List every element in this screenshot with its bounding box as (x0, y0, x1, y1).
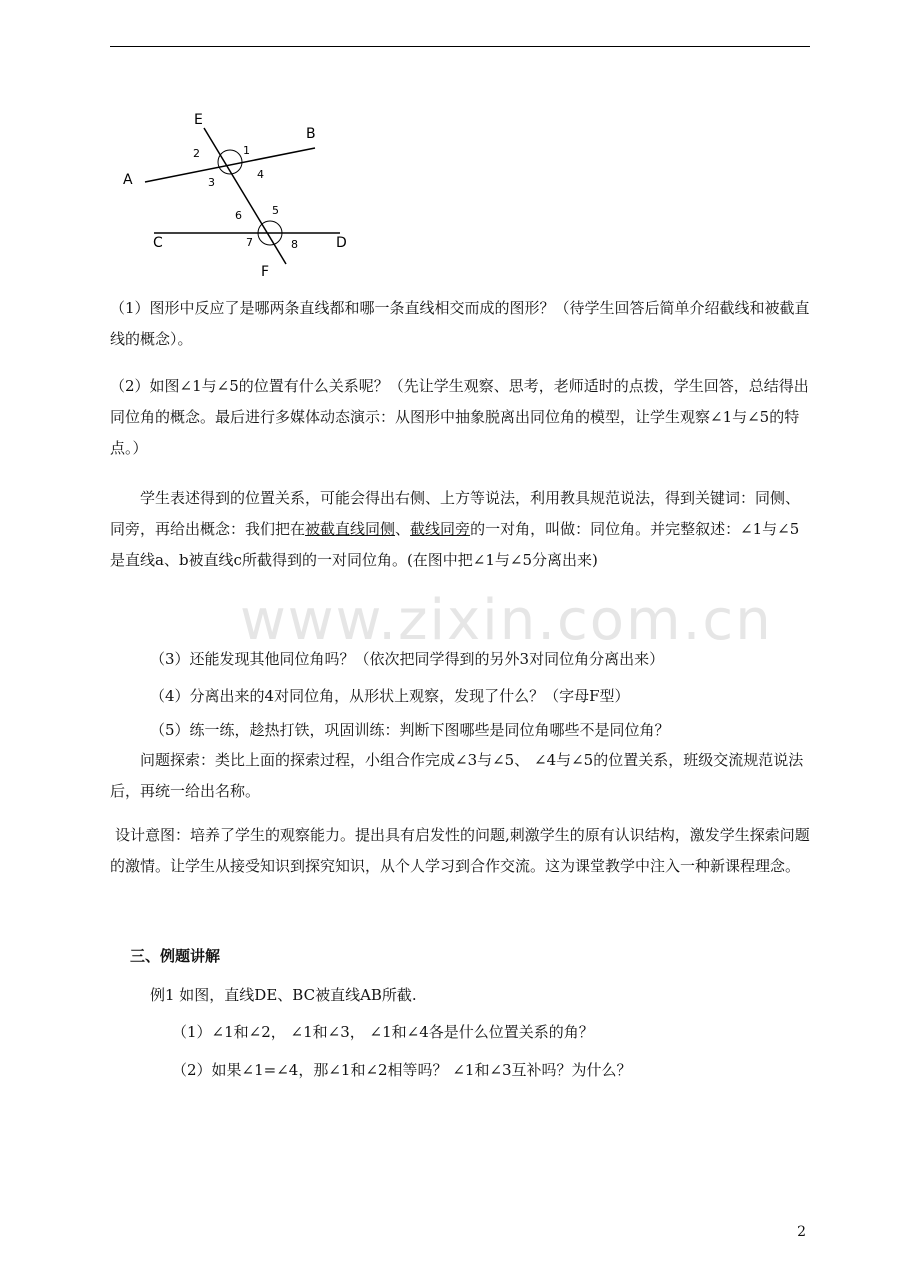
question-2-text: （2）如图∠1与∠5的位置有什么关系呢？（先让学生观察、思考，老师适时的点拨，学生回答，总结得出同位角的概念。最后进行多媒体动态演示：从图形中抽象脱离出同位角的模型，让学生观察∠1与∠5的特点。） (110, 377, 809, 457)
design-paragraph (110, 820, 810, 882)
section-heading: 三、例题讲解 (130, 947, 221, 965)
question-3: （3）还能发现其他同位角吗？（依次把同学得到的另外3对同位角分离出来） (150, 650, 665, 668)
explain-separator: 、 (395, 520, 411, 538)
point-d: D (336, 235, 347, 251)
page-number: 2 (797, 1224, 806, 1240)
example-1: 例1 如图，直线DE、BC被直线AB所截. (150, 986, 417, 1004)
point-b: B (306, 126, 316, 142)
question-4: （4）分离出来的4对同位角，从形状上观察，发现了什么？（字母F型） (150, 687, 630, 705)
figure-svg (118, 108, 358, 280)
explain-part-b: 的一对角，叫做：同位角。并完整叙述：∠1与∠5是直线a、b被直线c所截得到的一对同位角。(在图中把∠1与∠5分离出来) (110, 520, 800, 569)
point-f: F (261, 264, 270, 280)
example-question-1: （1）∠1和∠2， ∠1和∠3， ∠1和∠4各是什么位置关系的角？ (172, 1023, 594, 1041)
explain-paragraph (110, 483, 810, 576)
example-question-2: （2）如果∠1=∠4，那∠1和∠2相等吗？ ∠1和∠3互补吗？为什么？ (172, 1061, 632, 1079)
angle-4: 4 (257, 168, 264, 181)
explore-text: 问题探索：类比上面的探索过程，小组合作完成∠3与∠5、 ∠4与∠5的位置关系，班级交流规范说法后，再统一给出名称。 (110, 751, 804, 800)
point-e: E (194, 112, 203, 128)
angle-1: 1 (243, 144, 250, 157)
explore-paragraph (110, 745, 810, 807)
question-1 (110, 293, 810, 355)
angle-8: 8 (291, 238, 298, 251)
header-rule (110, 46, 810, 47)
explain-text (110, 483, 810, 576)
angle-6: 6 (235, 209, 242, 222)
explain-underline-2: 截线同旁 (410, 520, 471, 538)
angle-7: 7 (246, 236, 253, 249)
point-c: C (153, 235, 163, 251)
question-1-text: （1）图形中反应了是哪两条直线都和哪一条直线相交而成的图形？（待学生回答后简单介绍截线和被截直线的概念）。 (110, 299, 810, 348)
design-text: 设计意图：培养了学生的观察能力。提出具有启发性的问题,刺激学生的原有认识结构，激发学生探索问题的激情。让学生从接受知识到探究知识，从个人学习到合作交流。这为课堂教学中注入一种新课程理念。 (110, 826, 810, 875)
question-2 (110, 371, 810, 464)
point-a: A (123, 172, 133, 188)
angle-2: 2 (193, 147, 200, 160)
angle-5: 5 (272, 204, 279, 217)
explain-part-a: 学生表述得到的位置关系，可能会得出右侧、上方等说法，利用教具规范说法，得到关键词：同侧、同旁，再给出概念：我们把在 (110, 489, 801, 538)
watermark: www.zixin.com.cn (240, 588, 773, 653)
angle-3: 3 (208, 176, 215, 189)
explain-underline-1: 被截直线同侧 (305, 520, 396, 538)
question-5: （5）练一练，趁热打铁，巩固训练：判断下图哪些是同位角哪些不是同位角？ (150, 721, 670, 739)
transversal-figure (118, 108, 358, 280)
line-ab (145, 148, 315, 182)
